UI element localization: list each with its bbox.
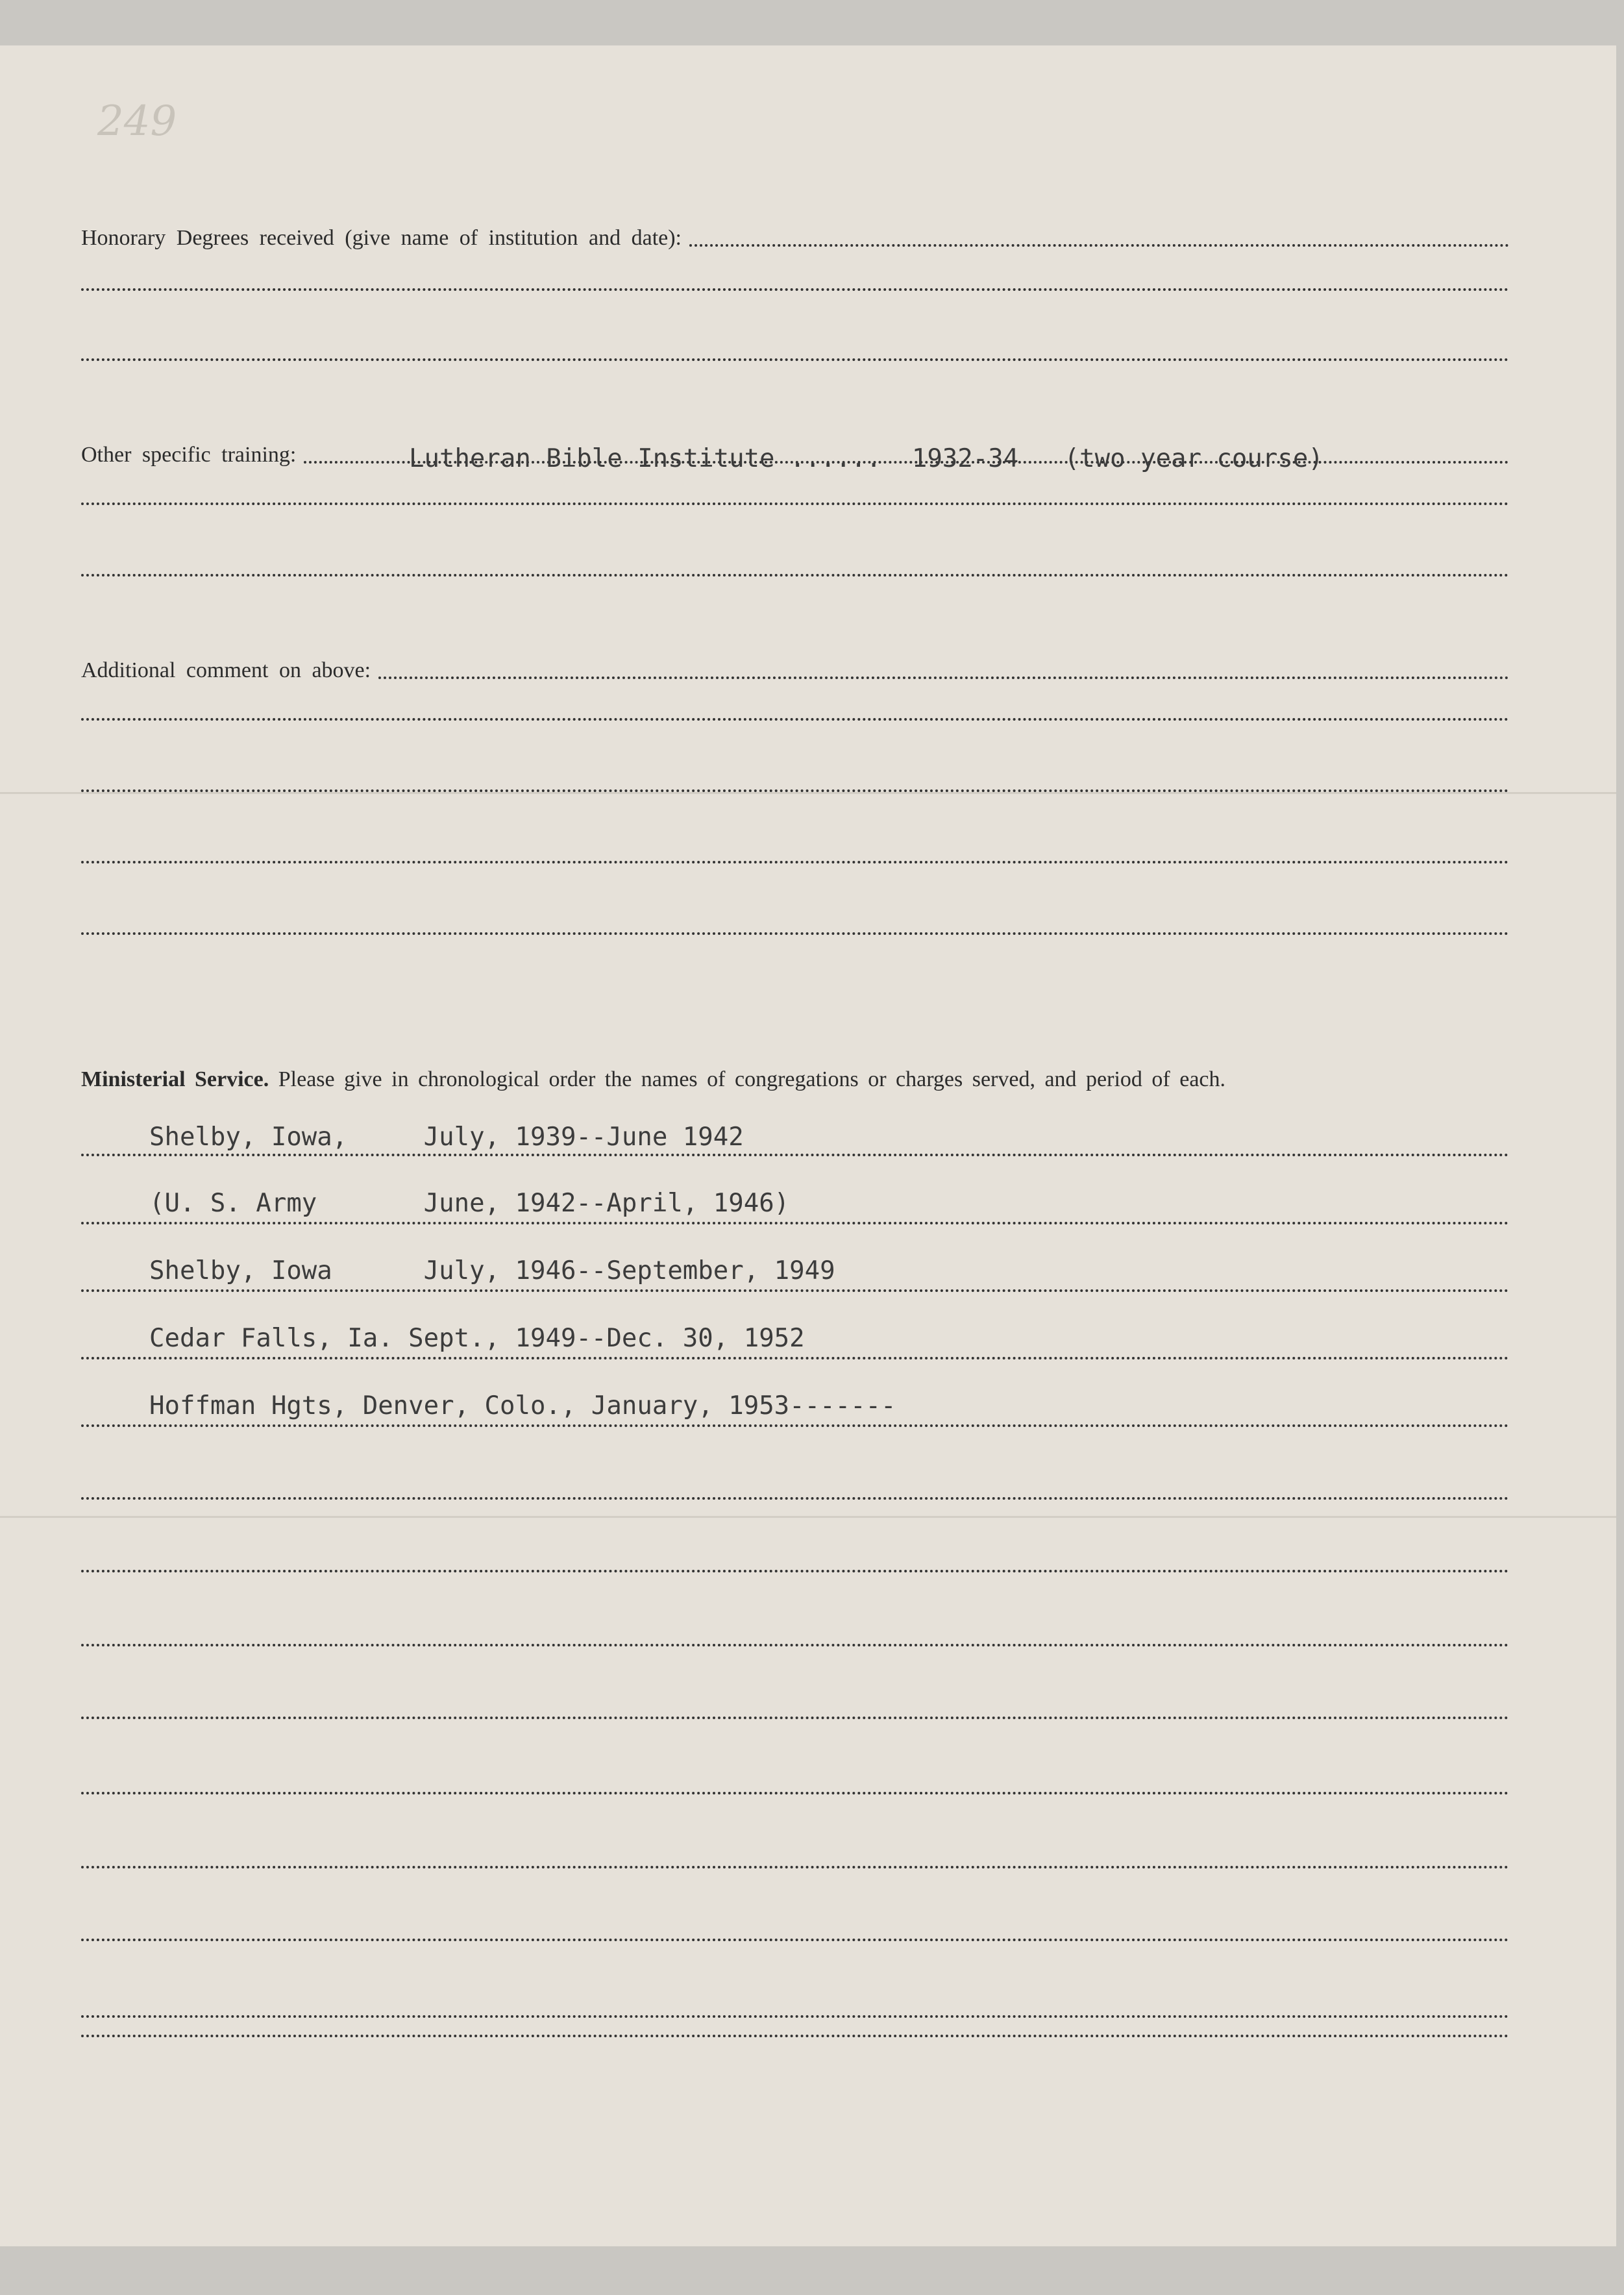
ministerial-service-title: Ministerial Service. [81, 1067, 269, 1091]
dotted-line [689, 232, 1509, 247]
dotted-line [81, 1151, 1509, 1156]
dotted-line [81, 2013, 1509, 2018]
form-page [0, 45, 1616, 2246]
dotted-line [81, 1495, 1509, 1500]
dotted-line [81, 930, 1509, 935]
other-training-value: Lutheran Bible Institute ...... 1932-34 (two year course) [409, 444, 1323, 473]
ministerial-service-intro [81, 1058, 1509, 1101]
ministerial-entry: Cedar Falls, Ia. Sept., 1949--Dec. 30, 1952 [149, 1324, 805, 1353]
dotted-line [81, 1714, 1509, 1719]
dotted-line [81, 858, 1509, 863]
dotted-line [81, 1936, 1509, 1941]
dotted-line [81, 286, 1509, 291]
other-training-label: Other specific training: [81, 443, 297, 467]
dotted-line [81, 1567, 1509, 1572]
additional-comment-label: Additional comment on above: [81, 658, 371, 682]
dotted-line [81, 787, 1509, 792]
dotted-line [378, 665, 1509, 679]
fold-crease [0, 792, 1616, 794]
dotted-line [81, 356, 1509, 361]
ministerial-entry: Hoffman Hgts, Denver, Colo., January, 1953------- [149, 1391, 896, 1420]
dotted-line [81, 1789, 1509, 1794]
dotted-line [81, 2032, 1509, 2037]
dotted-line [81, 1219, 1509, 1224]
dotted-line [81, 1354, 1509, 1359]
dotted-line [81, 500, 1509, 505]
additional-comment-field[interactable] [81, 645, 1509, 682]
honorary-degrees-label: Honorary Degrees received (give name of institution and date): [81, 226, 682, 250]
fold-crease [0, 1516, 1616, 1518]
dotted-line [81, 1863, 1509, 1868]
dotted-line [81, 1422, 1509, 1427]
page-number: 249 [97, 97, 177, 145]
dotted-line [81, 571, 1509, 577]
dotted-line [81, 1287, 1509, 1292]
dotted-line [81, 1641, 1509, 1646]
ministerial-entry: Shelby, Iowa, July, 1939--June 1942 [149, 1123, 744, 1152]
honorary-degrees-field[interactable] [81, 213, 1509, 249]
ministerial-entry: Shelby, Iowa July, 1946--September, 1949 [149, 1256, 835, 1285]
ministerial-entry: (U. S. Army June, 1942--April, 1946) [149, 1189, 790, 1218]
ministerial-service-instructions: Please give in chronological order the names of congregations or charges served, and period of each. [278, 1067, 1226, 1091]
dotted-line [81, 715, 1509, 721]
